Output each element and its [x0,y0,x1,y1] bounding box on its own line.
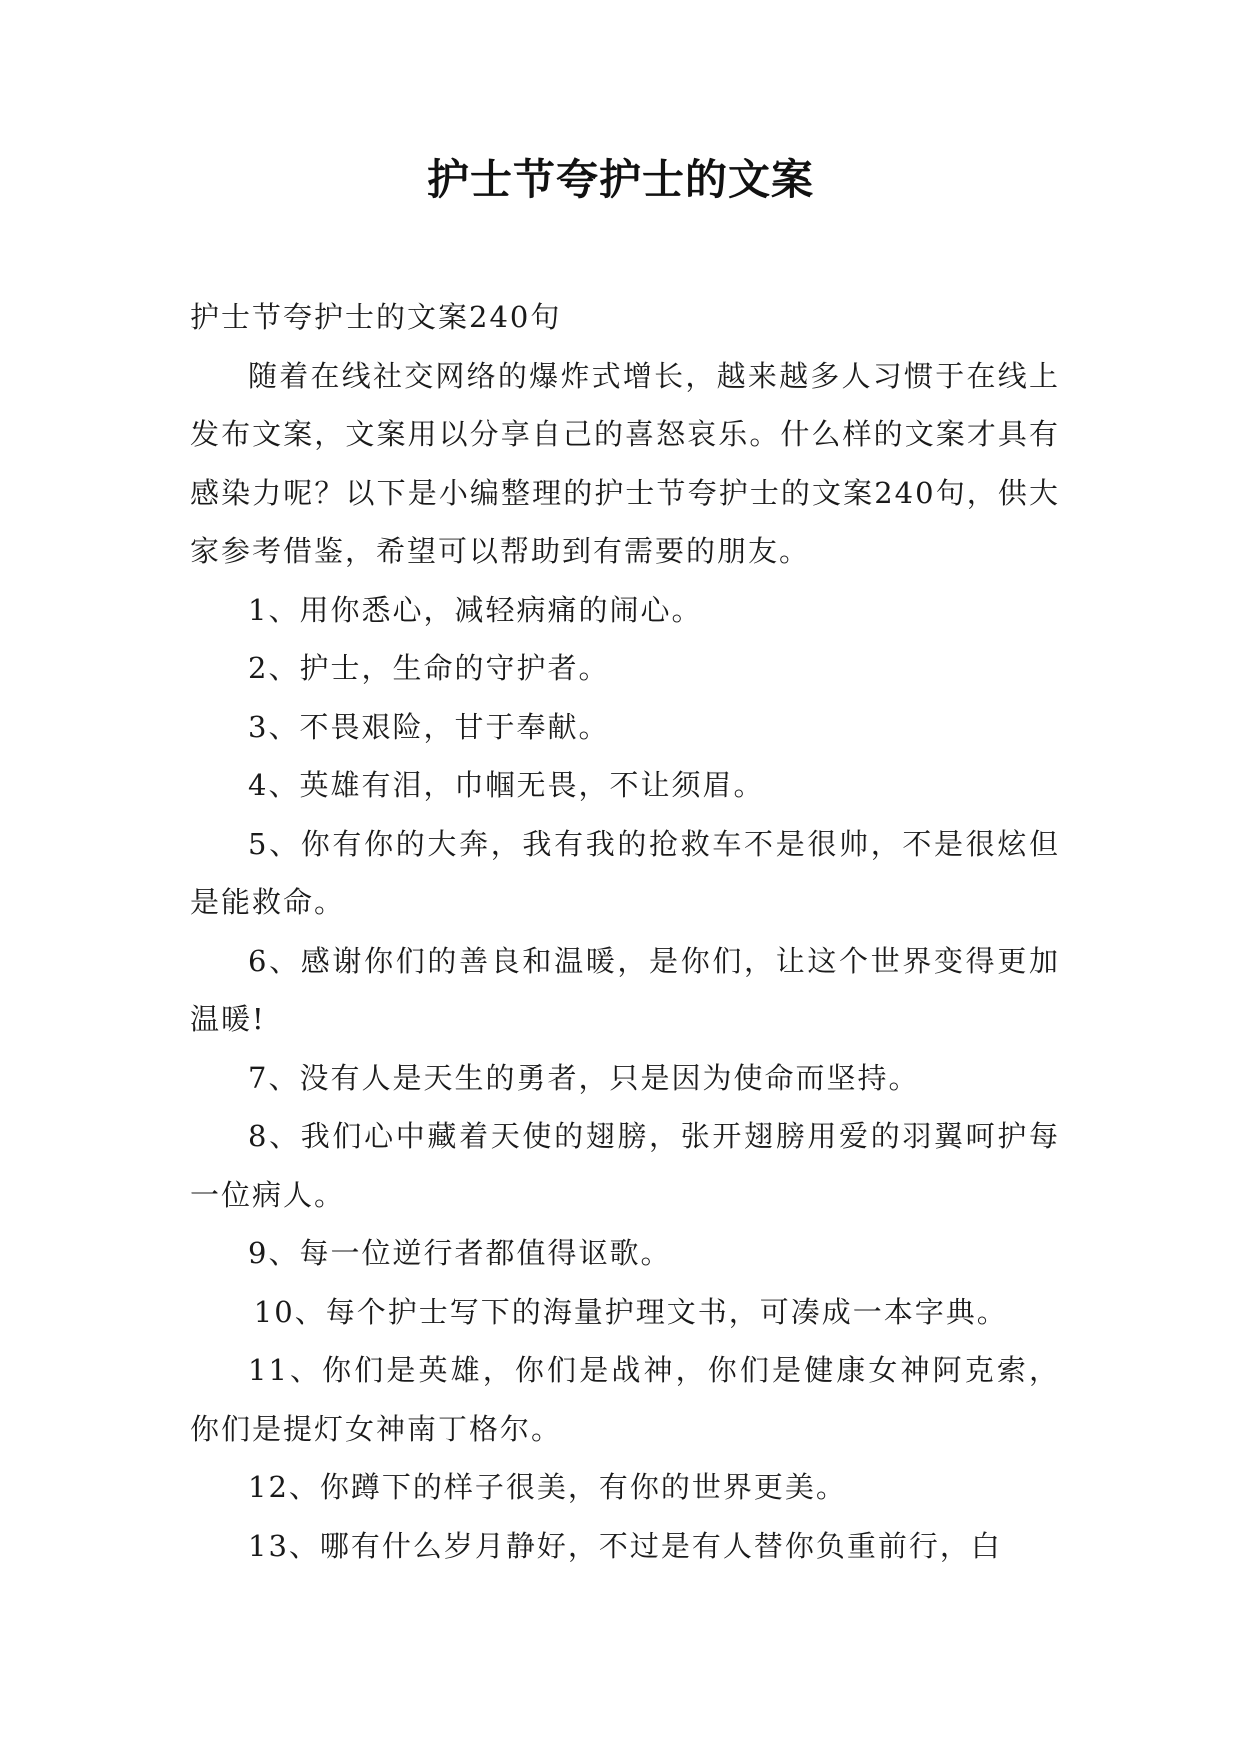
intro-paragraph: 随着在线社交网络的爆炸式增长，越来越多人习惯于在线上发布文案，文案用以分享自己的喜怒哀乐。什么样的文案才具有感染力呢？以下是小编整理的护士节夸护士的文案240句，供大家参考借鉴，希望可以帮助到有需要的朋友。 [190,358,1060,568]
list-item: 1、用你悉心，减轻病痛的闹心。 [248,592,703,627]
list-item: 12、你蹲下的样子很美，有你的世界更美。 [248,1470,847,1504]
list-item: 4、英雄有泪，巾帼无畏，不让须眉。 [248,768,765,802]
list-item: 8、我们心中藏着天使的翅膀，张开翅膀用爱的羽翼呵护每一位病人。 [190,1119,1060,1212]
list-item: 7、没有人是天生的勇者，只是因为使命而坚持。 [248,1060,920,1095]
list-item: 9、每一位逆行者都值得讴歌。 [248,1236,672,1270]
list-item: 11、你们是英雄，你们是战神，你们是健康女神阿克索，你们是提灯女神南丁格尔。 [190,1353,1060,1446]
list-item: 6、感谢你们的善良和温暖，是你们，让这个世界变得更加温暖! [190,943,1060,1036]
document-title: 护士节夸护士的文案 [426,155,814,204]
list-item: 3、不畏艰险，甘于奉献。 [248,709,610,744]
list-item: 5、你有你的大奔，我有我的抢救车不是很帅，不是很炫但是能救命。 [190,826,1060,919]
document-body [190,288,1060,1575]
list-item: 10、每个护士写下的海量护理文书，可凑成一本字典。 [253,1294,1008,1329]
document-subtitle: 护士节夸护士的文案240句 [190,300,562,334]
list-item: 2、护士，生命的守护者。 [248,651,610,685]
list-item: 13、哪有什么岁月静好，不过是有人替你负重前行，白 [248,1528,1002,1563]
